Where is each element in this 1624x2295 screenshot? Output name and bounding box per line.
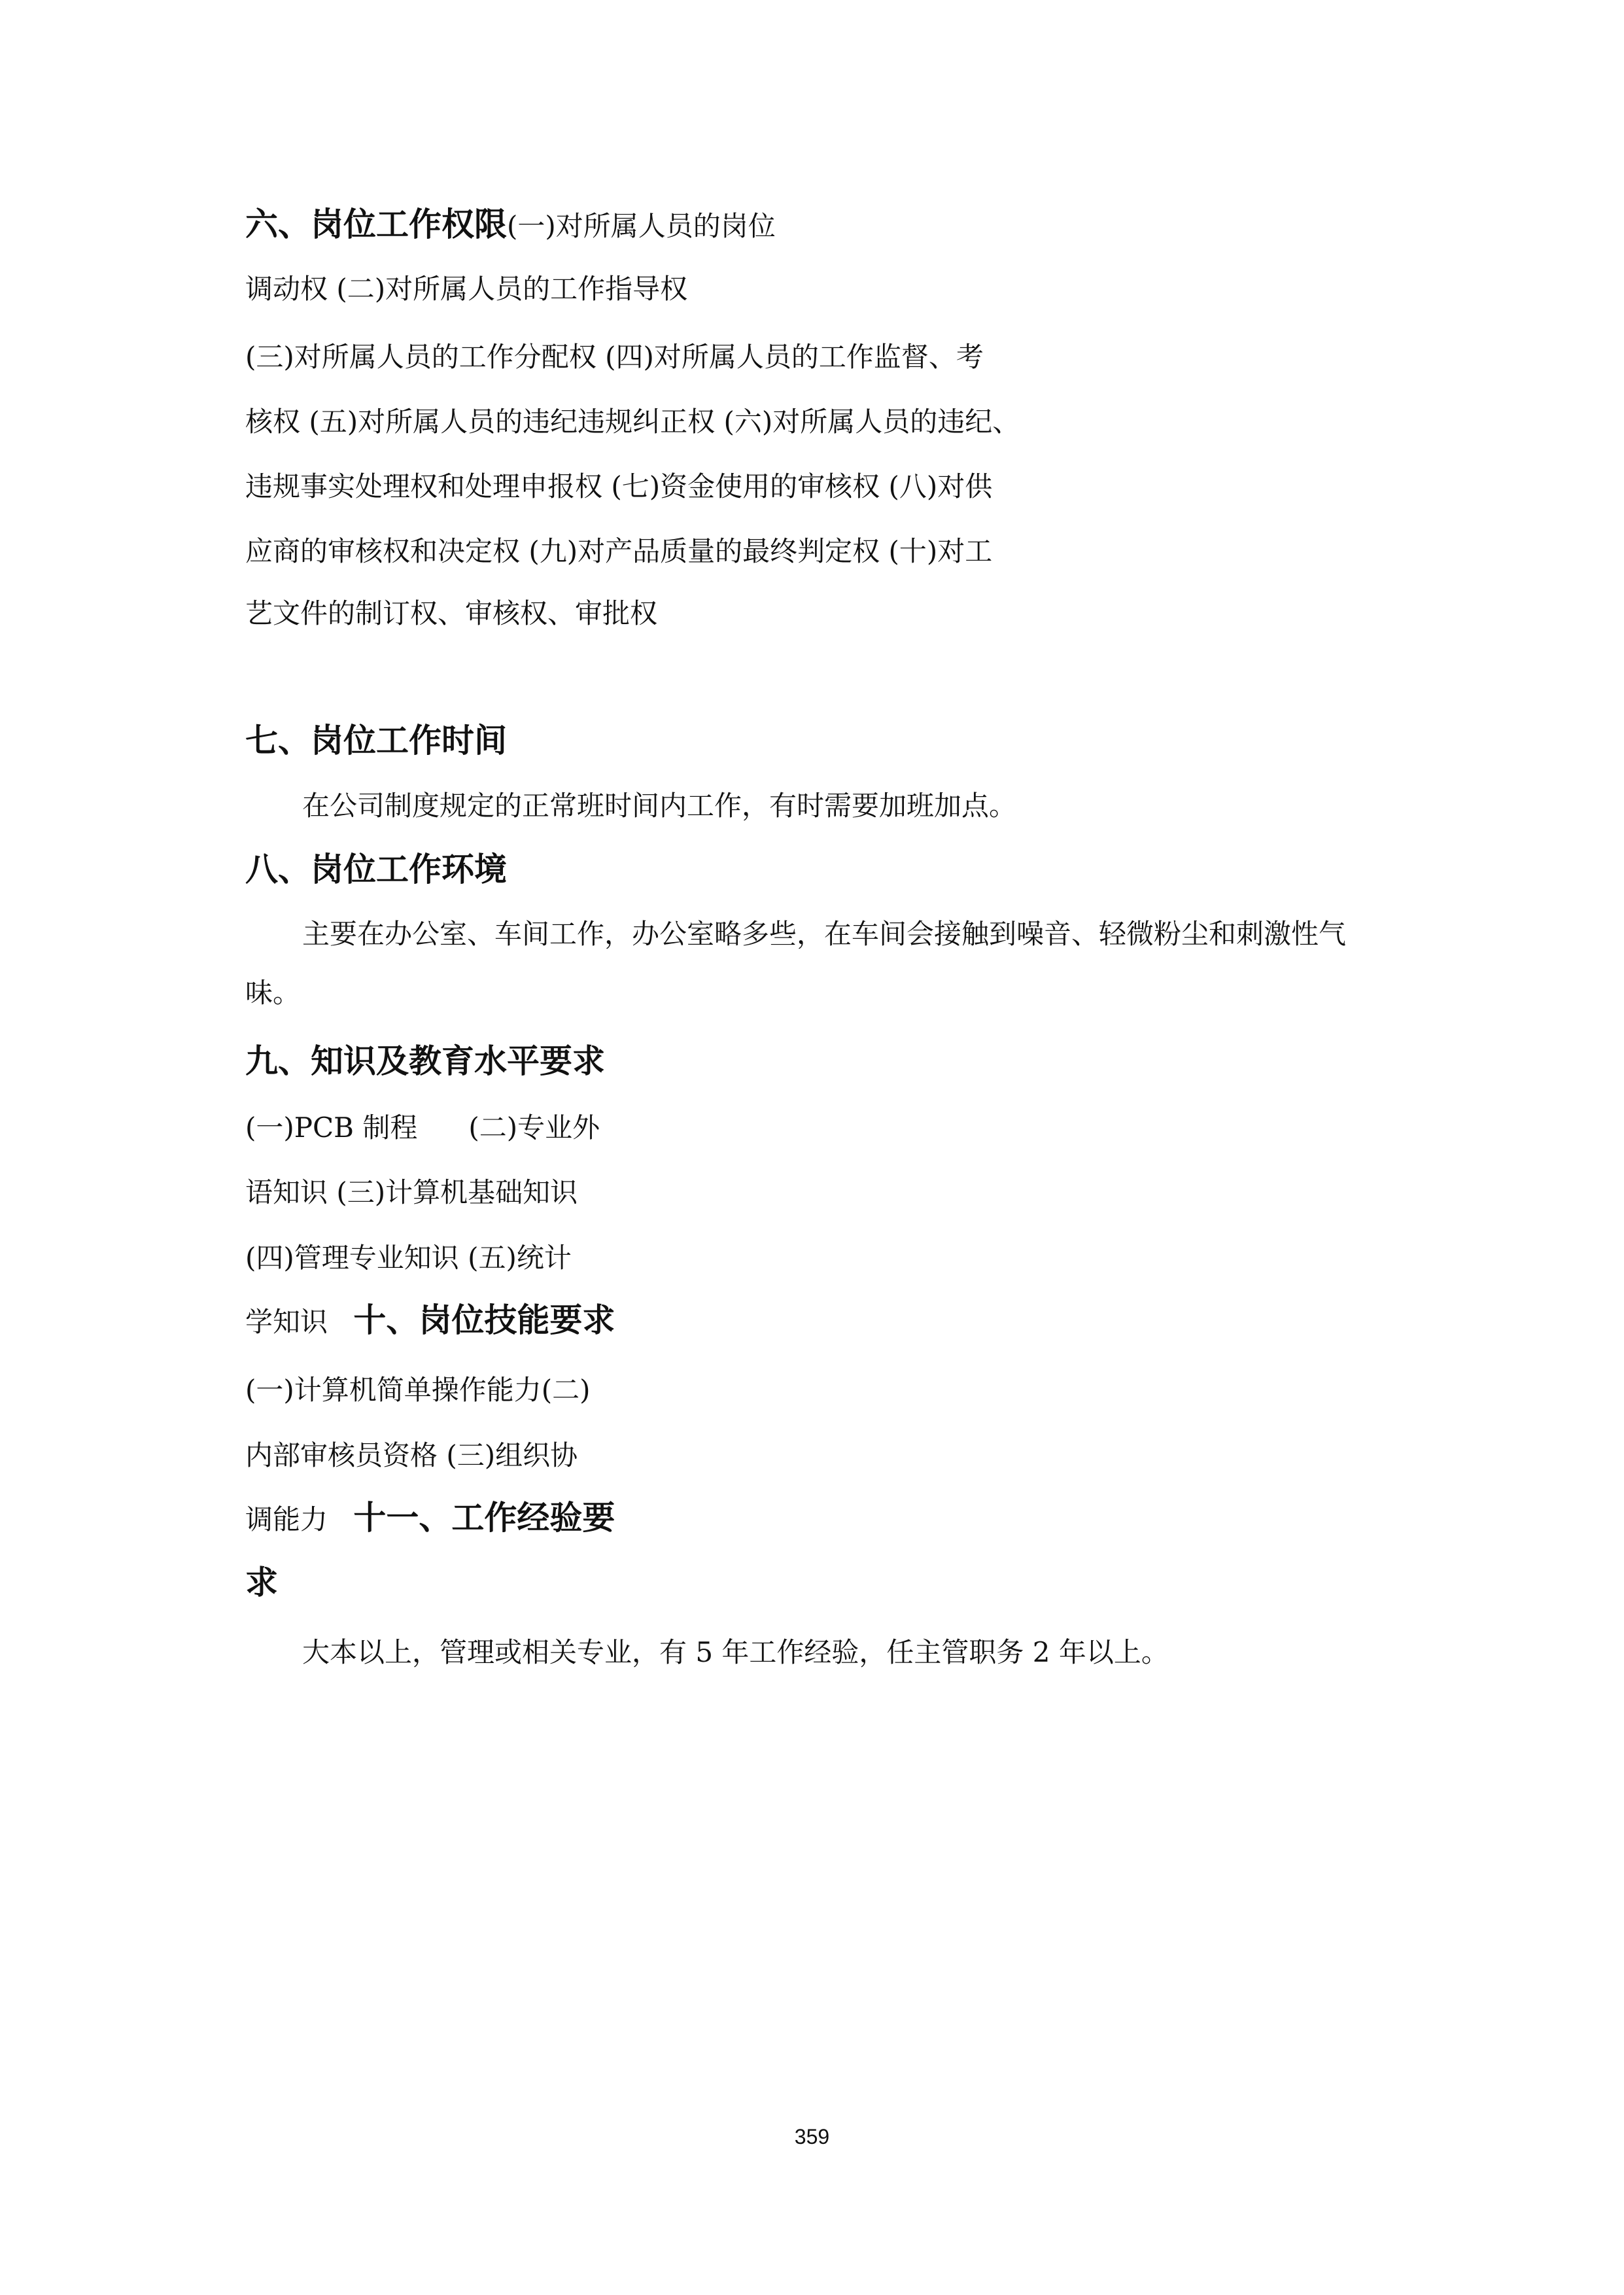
- s9-line-4: [245, 1301, 615, 1339]
- s11-body: 大本以上，管理或相关专业，有 5 年工作经验，任主管职务 2 年以上。: [302, 1636, 1169, 1668]
- s8-body-line-2: 味。: [245, 977, 301, 1009]
- s7-body: 在公司制度规定的正常班时间内工作，有时需要加班加点。: [302, 790, 1017, 822]
- s9-line-2: 语知识 (三)计算机基础知识: [245, 1176, 578, 1208]
- s10-line-3: [245, 1499, 615, 1537]
- s6-line-3: (三)对所属人员的工作分配权 (四)对所属人员的工作监督、考: [245, 341, 984, 373]
- s6-line-4: 核权 (五)对所属人员的违纪违规纠正权 (六)对所属人员的违纪、: [245, 406, 1020, 438]
- s9-line-1: [245, 1114, 600, 1142]
- s6-line-5: 违规事实处理权和处理申报权 (七)资金使用的审核权 (八)对供: [245, 470, 993, 502]
- s9-line-3: (四)管理专业知识 (五)统计: [245, 1242, 572, 1274]
- s9-line-1-a: (一)PCB 制程: [245, 1112, 418, 1144]
- s6-line-7: 艺文件的制订权、审核权、审批权: [245, 597, 658, 629]
- s10-line-2: 内部审核员资格 (三)组织协: [245, 1439, 578, 1471]
- s9-heading: 九、知识及教育水平要求: [245, 1042, 605, 1080]
- s9-line-4-text: 学知识: [245, 1306, 328, 1338]
- s9-line-1-b: (二)专业外: [468, 1112, 600, 1144]
- s10-line-1: (一)计算机简单操作能力(二): [245, 1374, 591, 1406]
- s11-heading-part-2: 求: [245, 1564, 278, 1602]
- s6-line-1-text: (一)对所属人员的岗位: [507, 210, 776, 242]
- page-number: 359: [794, 2125, 830, 2148]
- s7-heading: 七、岗位工作时间: [245, 722, 507, 760]
- s10-heading: 十、岗位技能要求: [353, 1301, 615, 1339]
- s10-line-3-text: 调能力: [245, 1503, 328, 1535]
- s6-line-1: [245, 205, 776, 243]
- s6-heading: 六、岗位工作权限: [245, 205, 507, 243]
- s11-heading-part-1: 十一、工作经验要: [353, 1499, 615, 1537]
- s8-heading: 八、岗位工作环境: [245, 850, 507, 888]
- s6-line-2: 调动权 (二)对所属人员的工作指导权: [245, 273, 688, 305]
- s6-line-6: 应商的审核权和决定权 (九)对产品质量的最终判定权 (十)对工: [245, 535, 993, 567]
- s8-body-line-1: 主要在办公室、车间工作，办公室略多些，在车间会接触到噪音、轻微粉尘和刺激性气: [302, 918, 1347, 950]
